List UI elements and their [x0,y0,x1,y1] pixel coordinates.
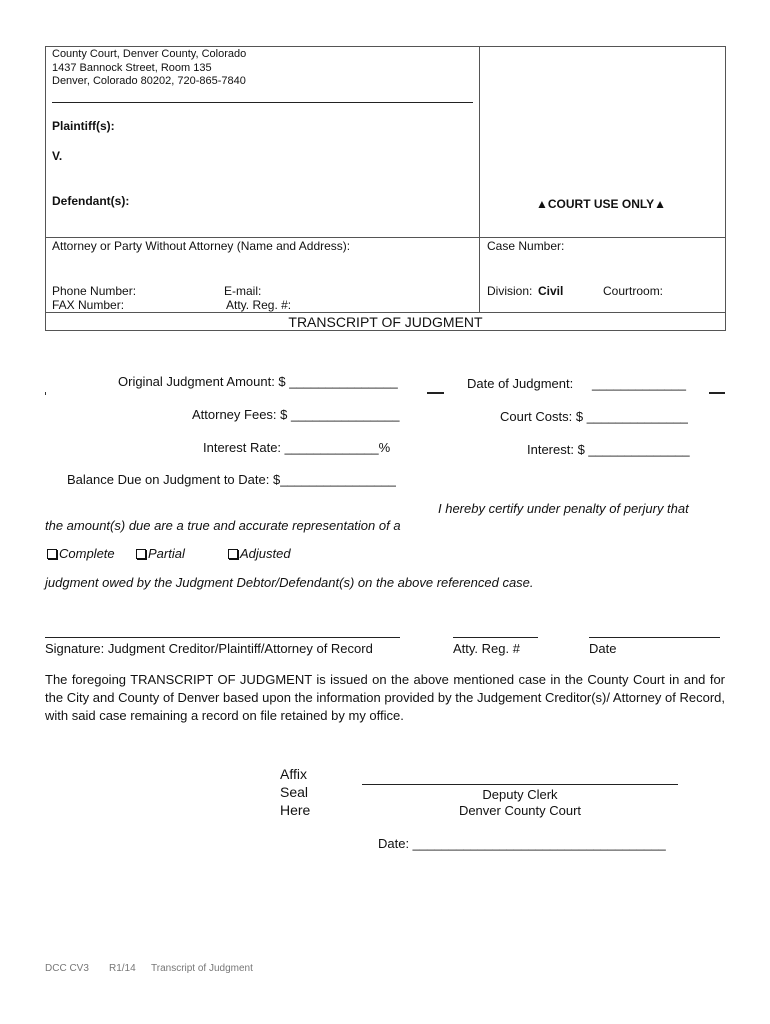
option-adjusted[interactable] [228,546,291,561]
signature-atty-reg-label: Atty. Reg. # [453,641,520,656]
interest-rate: Interest Rate: _____________% [203,440,391,455]
option-complete[interactable] [47,546,115,561]
original-judgment-amount: Original Judgment Amount: $ _______________ [118,374,398,389]
signature-atty-reg-line[interactable] [453,637,538,638]
signature-date-line[interactable] [589,637,720,638]
caption-vertical-divider [479,46,480,312]
caption-divider-attorney [45,237,726,238]
caption-divider-title [45,312,726,313]
certify-line-3: judgment owed by the Judgment Debtor/Defendant(s) on the above referenced case. [45,575,534,590]
phone-label: Phone Number: [52,284,137,298]
plaintiff-label: Plaintiff(s): [52,119,115,133]
division-label: Division: [487,284,533,298]
deputy-clerk-label: Deputy Clerk [482,787,558,802]
certify-line-2: the amount(s) due are a true and accurate representation of a [45,518,401,533]
attorney-fees: Attorney Fees: $ _______________ [192,407,400,422]
case-number-label: Case Number: [487,239,565,253]
court-info-underline [52,102,473,103]
seal-affix: Affix [280,766,307,782]
court-address: 1437 Bannock Street, Room 135 [52,62,212,74]
deputy-clerk-signature-line[interactable] [362,784,678,785]
court-use-only-label: ▲COURT USE ONLY▲ [536,197,666,211]
complete-checkbox[interactable] [47,549,57,559]
seal-here: Here [280,802,311,818]
seal-seal: Seal [280,784,309,800]
partial-checkbox[interactable] [136,549,146,559]
fax-label: FAX Number: [52,298,125,312]
complete-label: Complete [59,546,115,561]
clerk-date-line[interactable]: Date: ___________________________________ [378,836,666,851]
footer-form-code: DCC CV3 [45,963,89,974]
court-name: County Court, Denver County, Colorado [52,48,247,60]
defendant-label: Defendant(s): [52,194,130,208]
court-costs: Court Costs: $ ______________ [500,409,688,424]
balance-due: Balance Due on Judgment to Date: $________________ [67,472,396,487]
option-partial[interactable] [136,546,185,561]
certify-line-1: I hereby certify under penalty of perjury that [438,501,689,516]
email-label: E-mail: [224,284,262,298]
partial-label: Partial [148,546,185,561]
footer-form-name: Transcript of Judgment [151,963,253,974]
issuance-paragraph: The foregoing TRANSCRIPT OF JUDGMENT is issued on the above mentioned case in the County Court in and for the City and County of Denver based upon the information provided by the Judgement Creditor(s)/ Attorney of Record, with said case remaining a record on file retained by my office. [45,672,725,723]
atty-reg-label: Atty. Reg. #: [226,298,292,312]
courtroom-label: Courtroom: [603,284,664,298]
mark-dash-2 [709,392,725,394]
attorney-label: Attorney or Party Without Attorney (Name and Address): [52,239,351,253]
creditor-signature-label: Signature: Judgment Creditor/Plaintiff/Attorney of Record [45,641,373,656]
interest-amount: Interest: $ ______________ [527,442,690,457]
creditor-signature-line[interactable] [45,637,400,638]
adjusted-checkbox[interactable] [228,549,238,559]
division-value: Civil [538,284,564,298]
margin-mark [45,392,46,395]
mark-dash-1 [427,392,444,394]
date-of-judgment-label: Date of Judgment: [467,376,574,391]
versus-label: V. [52,149,63,163]
adjusted-label: Adjusted [240,546,291,561]
court-name-label: Denver County Court [458,803,582,818]
court-city-phone: Denver, Colorado 80202, 720-865-7840 [52,75,246,87]
footer-revision: R1/14 [109,963,136,974]
signature-date-label: Date [589,641,617,656]
form-title: TRANSCRIPT OF JUDGMENT [288,314,483,330]
date-of-judgment-blank: _____________ [592,376,686,391]
